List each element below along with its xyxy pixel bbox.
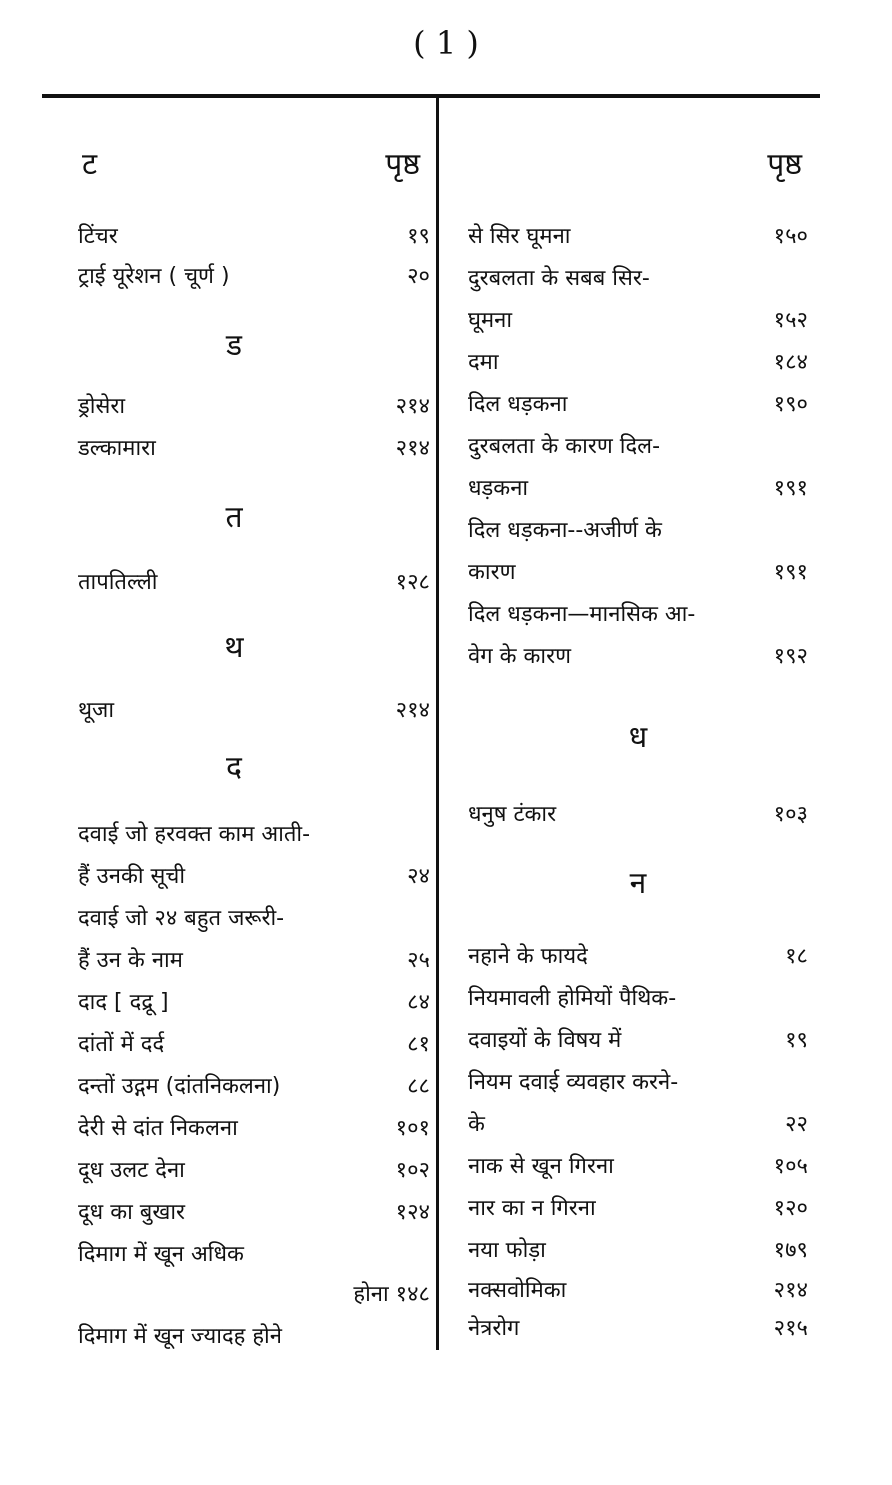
index-entry: दवाई जो हरवक्त काम आती- [78,822,311,847]
index-entry: देरी से दांत निकलना १०१ [78,1116,430,1141]
index-entry: धनुष टंकार १०३ [468,802,808,827]
right-column-header [468,142,808,184]
left-header-page-label: पृष्ठ [385,147,420,182]
index-entry: दमा १८४ [468,350,808,375]
index-entry: दिल धड़कना १९० [468,392,808,417]
left-header-letter: ट [82,147,98,182]
index-entry: तापतिल्ली १२८ [78,570,430,595]
index-entry: ड्रोसेरा २१४ [78,394,430,419]
index-entry: थूजा २१४ [78,698,430,723]
section-letter: थ [224,630,244,665]
section-letter: ड [225,328,243,363]
index-entry: दांतों में दर्द ८१ [78,1032,430,1057]
index-entry: दुरबलता के कारण दिल- [468,434,661,459]
index-entry: दिल धड़कना—मानसिक आ- [468,602,696,627]
index-entry: डल्कामारा २१४ [78,436,430,461]
page-number: ( 1 ) [413,24,479,62]
index-entry: वेग के कारण १९२ [468,644,808,669]
left-column-header [78,142,430,184]
index-entry: दुरबलता के सबब सिर- [468,266,650,291]
index-entry: दवाई जो २४ बहुत जरूरी- [78,906,285,931]
index-entry: के २२ [468,1112,808,1137]
index-entry: नियम दवाई व्यवहार करने- [468,1070,679,1095]
section-letter: त [225,500,243,535]
index-entry: टिंचर १९ [78,224,430,249]
index-entry: दाद [ दद्रू ] ८४ [78,990,430,1015]
index-entry: नियमावली होमियों पैथिक- [468,986,677,1011]
index-entry: होना १४८ [353,1282,430,1307]
index-entry: दिल धड़कना--अजीर्ण के [468,518,662,543]
index-entry: नार का न गिरना १२० [468,1196,808,1221]
index-entry: नक्सवोमिका २१४ [468,1278,808,1303]
index-entry: दिमाग में खून ज्यादह होने [78,1324,282,1349]
index-entry: ट्राई यूरेशन ( चूर्ण ) २० [78,264,430,289]
index-entry: दिमाग में खून अधिक [78,1242,244,1267]
index-entry: नाक से खून गिरना १०५ [468,1154,808,1179]
section-letter: द [226,750,242,785]
index-entry: कारण १९१ [468,560,808,585]
index-entry: धड़कना १९१ [468,476,808,501]
section-letter: न [629,866,647,901]
index-entry: दन्तों उद्गम (दांतनिकलना) ८८ [78,1074,430,1099]
index-entry: नया फोड़ा १७९ [468,1238,808,1263]
left-column [78,98,430,1350]
index-entry: नेत्ररोग २१५ [468,1316,808,1341]
right-header-page-label: पृष्ठ [767,147,802,182]
index-entry: से सिर घूमना १५० [468,224,808,249]
index-entry: नहाने के फायदे १८ [468,944,808,969]
right-column [468,98,808,1350]
index-entry: घूमना १५२ [468,308,808,333]
section-letter: ध [628,720,648,755]
index-entry: दूध का बुखार १२४ [78,1200,430,1225]
index-entry: दूध उलट देना १०२ [78,1158,430,1183]
column-divider [436,98,439,1350]
index-entry: हैं उन के नाम २५ [78,948,430,973]
index-entry: दवाइयों के विषय में १९ [468,1028,808,1053]
index-entry: हैं उनकी सूची २४ [78,864,430,889]
